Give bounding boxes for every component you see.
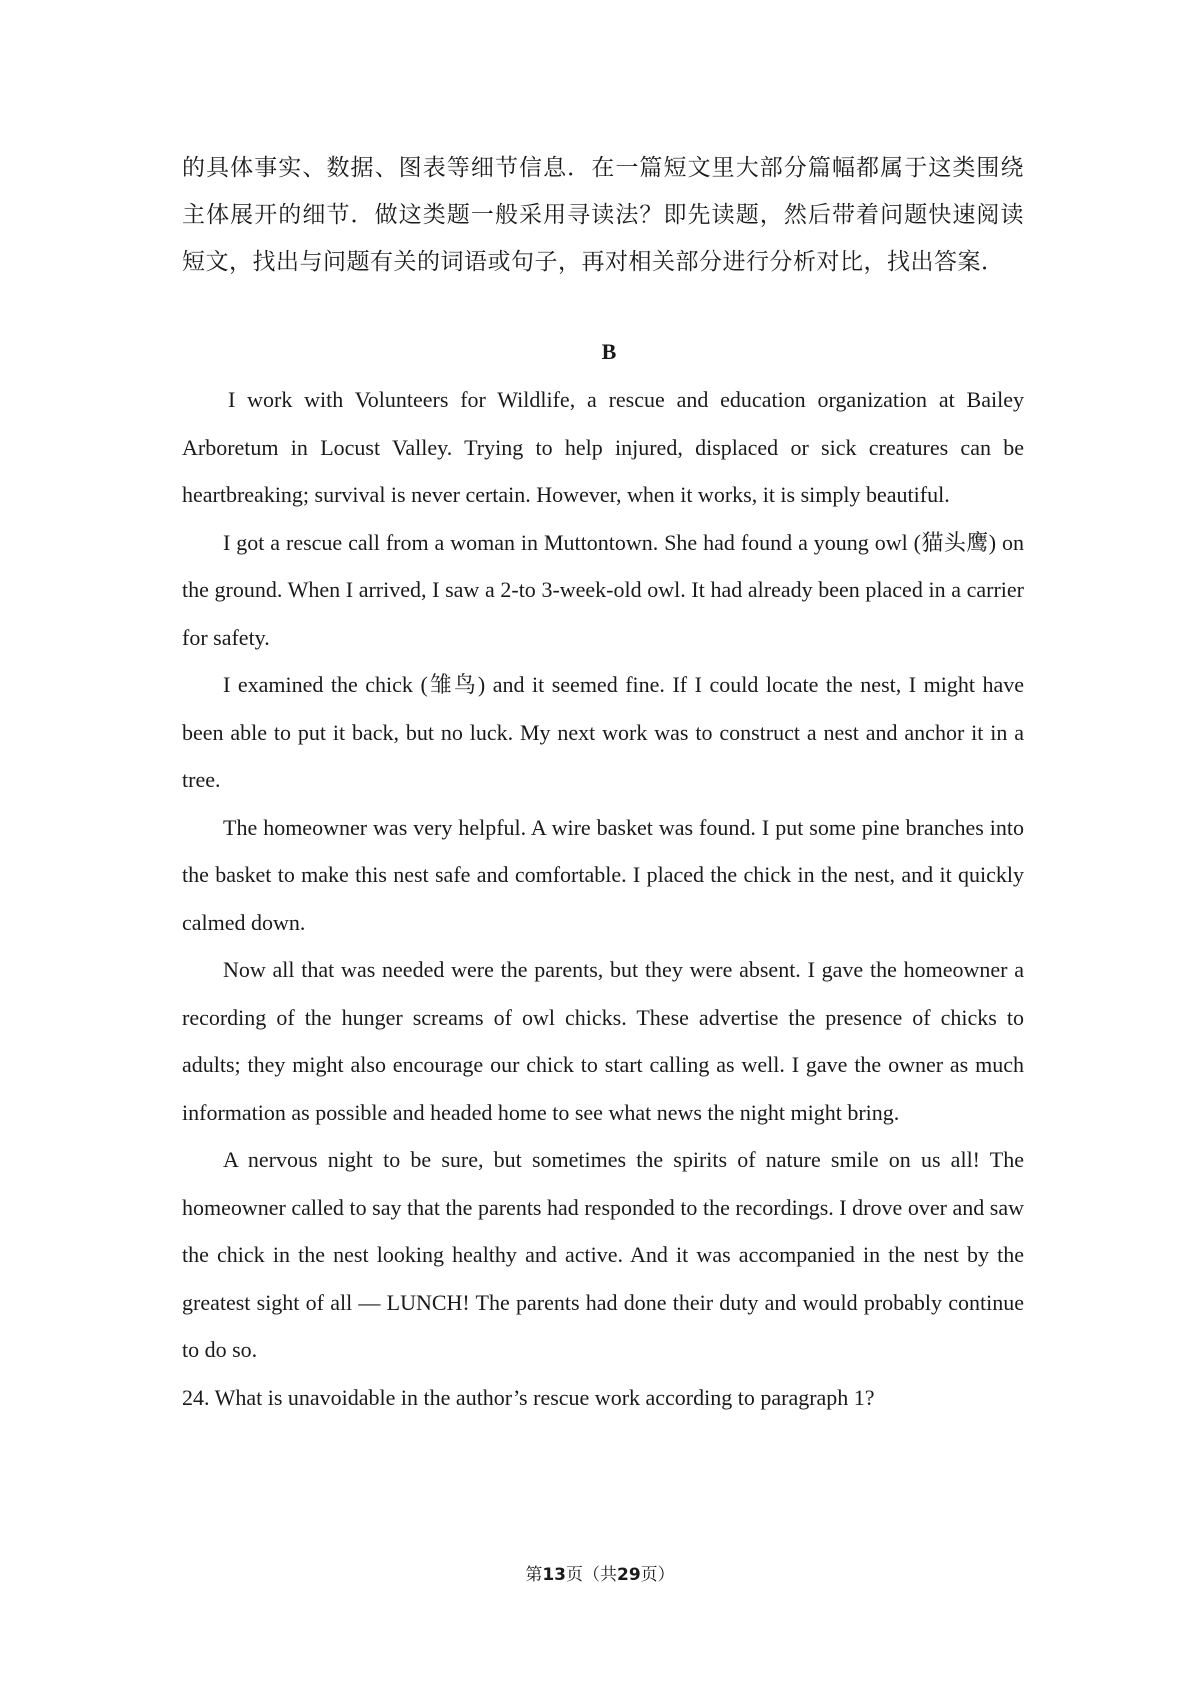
question-24: 24. What is unavoidable in the author’s rescue work according to paragraph 1? [182,1384,875,1410]
section-label: B [601,339,617,364]
document-page [182,144,1024,1421]
page-footer [0,1560,1200,1585]
passage-paragraph: I got a rescue call from a woman in Muttontown. She had found a young owl (猫头鹰) on the ground. When I arrived, I saw a 2-to 3-week-old owl. It had already been placed in a carrier for safety. [182,529,1024,650]
reading-passage [182,376,1024,1374]
passage-paragraph: The homeowner was very helpful. A wire basket was found. I put some pine branches into the basket to make this nest safe and comfortable. I placed the chick in the nest, and it quickly calmed down. [182,814,1024,935]
passage-paragraph: Now all that was needed were the parents, but they were absent. I gave the homeowner a recording of the hunger screams of owl chicks. These advertise the presence of chicks to adults; they might also encourage our chick to start calling as well. I gave the owner as much information as possible and headed home to see what news the night might bring. [182,957,1024,1125]
passage-paragraph: I examined the chick (雏鸟) and it seemed fine. If I could locate the nest, I might have been able to put it back, but no luck. My next work was to construct a nest and anchor it in a tree. [182,672,1024,792]
analysis-intro-paragraph: 的具体事实、数据、图表等细节信息．在一篇短文里大部分篇幅都属于这类围绕主体展开的细节．做这类题一般采用寻读法？即先读题，然后带着问题快速阅读短文，找出与问题有关的词语或句子，再对相关部分进行分析对比，找出答案． [182,155,1024,274]
footer-prefix: 第 [525,1565,543,1585]
footer-middle: 页（共 [566,1565,617,1585]
current-page-number: 13 [542,1565,566,1585]
footer-suffix: 页） [640,1565,675,1585]
passage-paragraph: I work with Volunteers for Wildlife, a rescue and education organization at Bailey Arboretum in Locust Valley. Trying to help injured, displaced or sick creatures can be heartbreaking; survival is never certain. However, when it works, it is simply beautiful. [182,387,1024,507]
passage-paragraph: A nervous night to be sure, but sometimes the spirits of nature smile on us all! The homeowner called to say that the parents had responded to the recordings. I drove over and saw the chick in the nest looking healthy and active. And it was accompanied in the nest by the greatest sight of all — LUNCH! The parents had done their duty and would probably continue to do so. [182,1147,1024,1362]
total-pages-number: 29 [617,1565,641,1585]
